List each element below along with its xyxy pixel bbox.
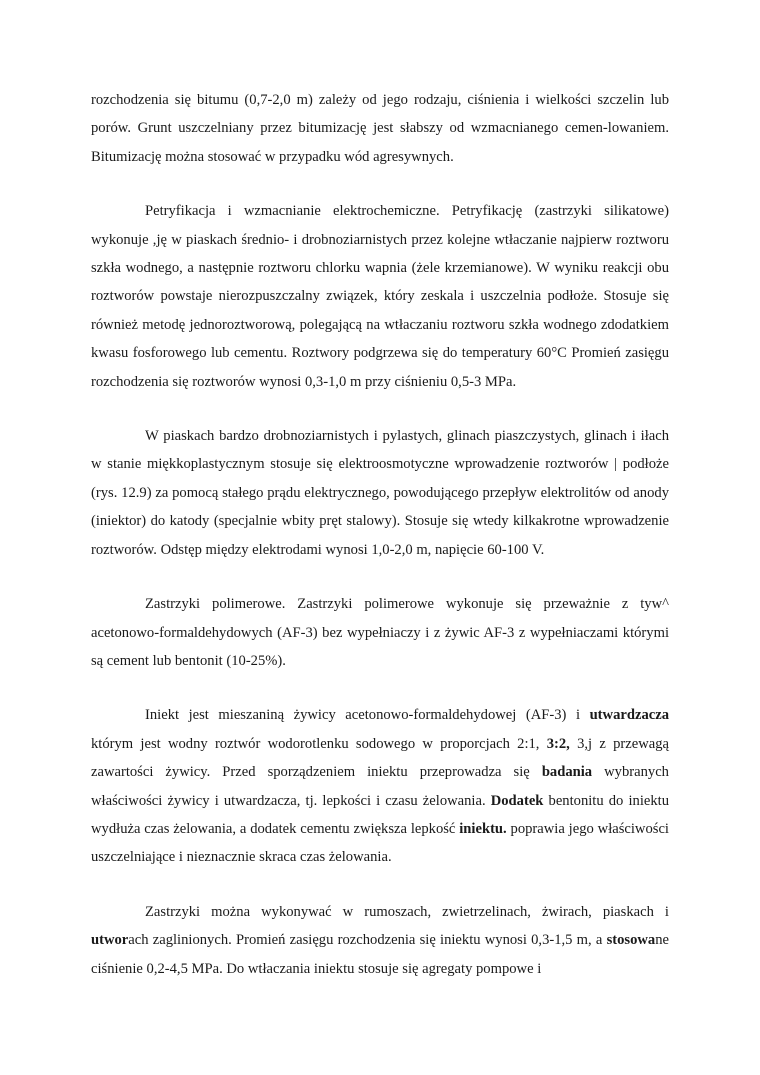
- text-run: Petryfikacja i wzmacnianie elektrochemiczne. Petryfikację (zastrzyki silikatowe) wykonuje ,ję w piaskach średnio- i drobnoziarnistych przez kolejne wtłaczanie najpierw roztworu szkła wodnego, a następnie roztworu chlorku wapnia (żele krzemianowe). W wyniku reakcji obu roztworów powstaje nierozpuszczalny związek, który zeskala i uszczelnia podłoże. Stosuje się również metodę jednoroztworową, polegającą na wtłaczaniu roztworu szkła wodnego zdodatkiem kwasu fosforowego lub cementu. Roztwory podgrzewa się do temperatury 60°C Promień zasięgu rozchodzenia się roztworów wynosi 0,3-1,0 m przy ciśnieniu 0,5-3 MPa.: [91, 203, 669, 390]
- text-run: poprawia jego właściwości uszczelniające i nieznacznie skraca czas żelowania.: [91, 820, 669, 866]
- bold-text-run: stosowa: [606, 932, 656, 949]
- paragraph-p1: [91, 86, 669, 171]
- text-run: W piaskach bardzo drobnoziarnistych i pylastych, glinach piaszczystych, glinach i iłach w stanie miękkoplastycznym stosuje się elektroosmotyczne wprowadzenie roztworów | podłoże (rys. 12.9) za pomocą stałego prądu elektrycznego, powodującego przepływ elektrolitów od anody (iniektor) do katody (specjalnie wbity pręt stalowy). Stosuje się wtedy kilkakrotne wprowadzenie roztworów. Odstęp między elektrodami wynosi 1,0-2,0 m, napięcie 60-100 V.: [91, 428, 669, 558]
- bold-text-run: utwor: [91, 932, 129, 949]
- paragraph-p5: [91, 701, 669, 871]
- text-run: ach zaglinionych. Promień zasięgu rozchodzenia się iniektu wynosi 0,3-1,5 m, a: [128, 932, 607, 949]
- text-run: Iniekt jest mieszaniną żywicy acetonowo-formaldehydowej (AF-3) i: [145, 707, 590, 724]
- paragraph-p3: [91, 422, 669, 564]
- bold-text-run: iniektu.: [459, 820, 507, 837]
- text-run: ne ciśnienie 0,2-4,5 MPa. Do wtłaczania iniektu stosuje się agregaty pompowe i: [91, 932, 669, 977]
- paragraph-p6: [91, 898, 669, 983]
- document-body: [91, 86, 669, 983]
- text-run: którym jest wodny roztwór wodorotlenku sodowego w proporcjach 2:1,: [91, 735, 547, 752]
- paragraph-p2: [91, 197, 669, 396]
- text-run: rozchodzenia się bitumu (0,7-2,0 m) zależy od jego rodzaju, ciśnienia i wielkości szczelin lub porów. Grunt uszczelniany przez bitumizację jest słabszy od wzmacnianego cemen-lowaniem. Bitumizację można stosować w przypadku wód agresywnych.: [91, 92, 669, 165]
- text-run: 3,j z przewagą zawartości żywicy. Przed sporządzeniem iniektu przeprowadza się: [91, 735, 670, 781]
- paragraph-p4: [91, 590, 669, 675]
- text-run: Zastrzyki polimerowe. Zastrzyki polimerowe wykonuje się przeważnie z tyw^ acetonowo-formaldehydowych (AF-3) bez wypełniaczy i z żywic AF-3 z wypełniaczami którymi są cement lub bentonit (10-25%).: [91, 596, 669, 669]
- bold-text-run: Dodatek: [490, 792, 544, 809]
- text-run: bentonitu do iniektu wydłuża czas żelowania, a dodatek cementu zwiększa lepkość: [91, 792, 669, 837]
- bold-text-run: utwardzacza: [589, 707, 669, 724]
- bold-text-run: badania: [541, 764, 593, 781]
- bold-text-run: 3:2,: [546, 735, 570, 752]
- text-run: Zastrzyki można wykonywać w rumoszach, zwietrzelinach, żwirach, piaskach i: [145, 903, 669, 920]
- text-run: wybranych właściwości żywicy i utwardzacza, tj. lepkości i czasu żelowania.: [91, 764, 669, 809]
